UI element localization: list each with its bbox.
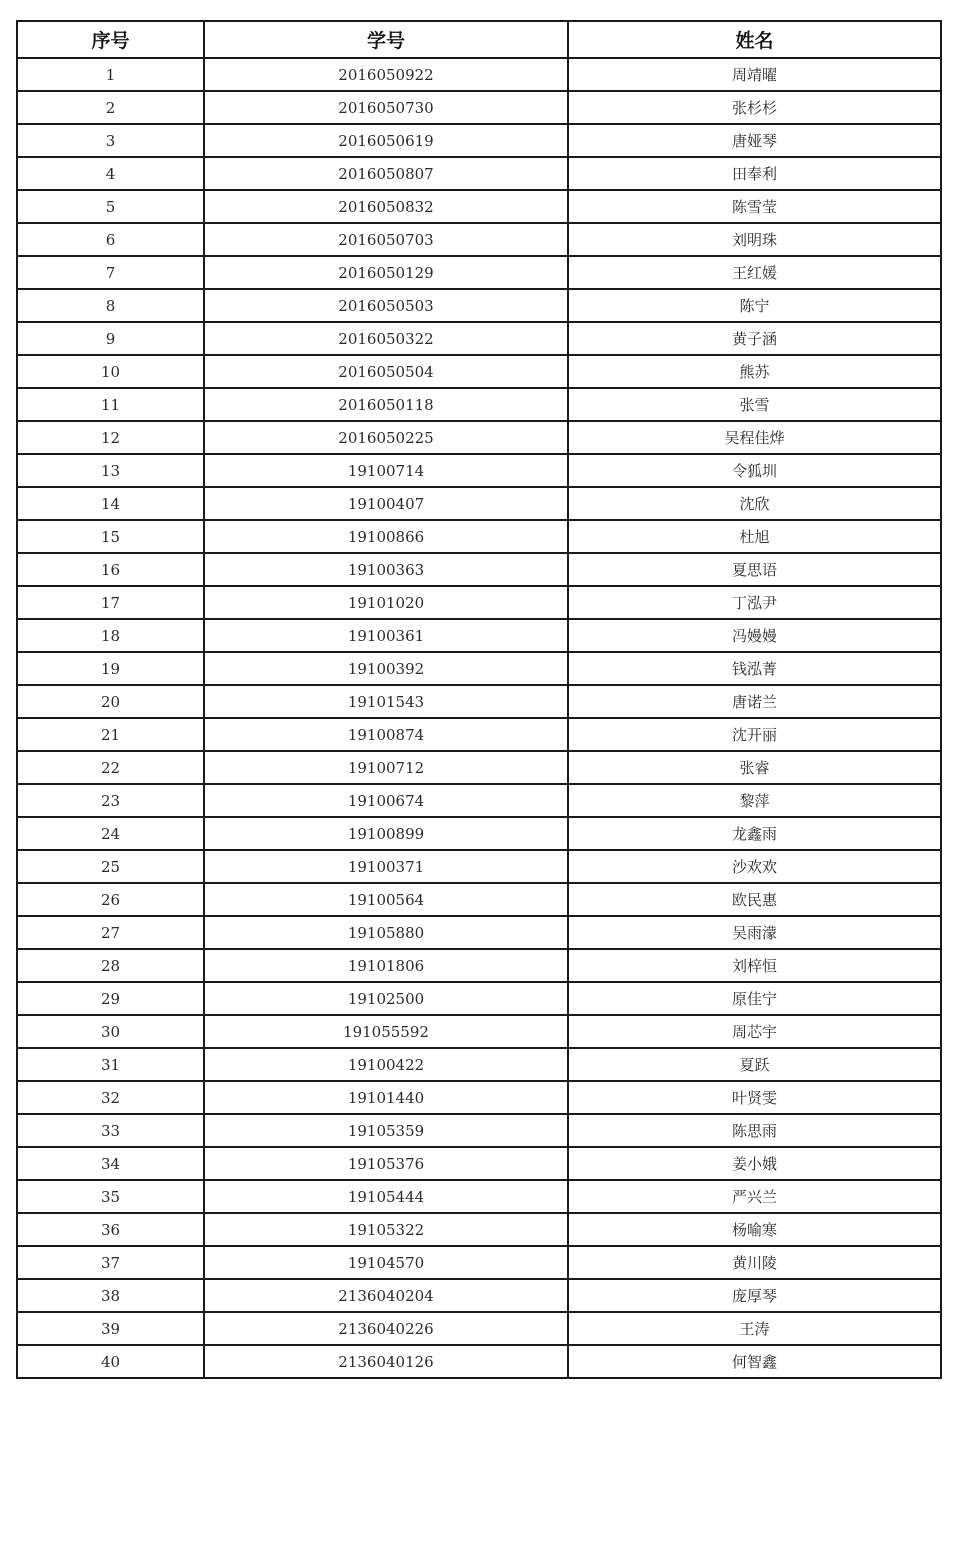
- table-row: [17, 58, 941, 91]
- cell-student-id: 19100674: [204, 784, 568, 817]
- cell-name: 陈思雨: [568, 1114, 941, 1147]
- cell-name: 庞厚琴: [568, 1279, 941, 1312]
- cell-student-id: 2136040204: [204, 1279, 568, 1312]
- table-row: [17, 916, 941, 949]
- cell-name: 杜旭: [568, 520, 941, 553]
- cell-serial-number: 9: [17, 322, 204, 355]
- cell-serial-number: 6: [17, 223, 204, 256]
- cell-student-id: 191055592: [204, 1015, 568, 1048]
- table-row: [17, 520, 941, 553]
- cell-student-id: 2016050807: [204, 157, 568, 190]
- table-row: [17, 751, 941, 784]
- cell-name: 钱泓菁: [568, 652, 941, 685]
- cell-name: 黎萍: [568, 784, 941, 817]
- table-row: [17, 982, 941, 1015]
- cell-name: 沙欢欢: [568, 850, 941, 883]
- cell-student-id: 19100712: [204, 751, 568, 784]
- cell-serial-number: 37: [17, 1246, 204, 1279]
- cell-name: 叶贤雯: [568, 1081, 941, 1114]
- cell-student-id: 19105444: [204, 1180, 568, 1213]
- table-row: [17, 1180, 941, 1213]
- cell-serial-number: 1: [17, 58, 204, 91]
- cell-name: 冯嫚嫚: [568, 619, 941, 652]
- cell-name: 刘梓恒: [568, 949, 941, 982]
- table-row: [17, 487, 941, 520]
- cell-student-id: 19100564: [204, 883, 568, 916]
- table-row: [17, 1147, 941, 1180]
- cell-student-id: 19105322: [204, 1213, 568, 1246]
- cell-name: 沈欣: [568, 487, 941, 520]
- cell-student-id: 2016050832: [204, 190, 568, 223]
- cell-student-id: 19100363: [204, 553, 568, 586]
- table-row: [17, 322, 941, 355]
- header-student-id: 学号: [204, 21, 568, 58]
- cell-name: 杨喻寒: [568, 1213, 941, 1246]
- cell-serial-number: 21: [17, 718, 204, 751]
- table-row: [17, 421, 941, 454]
- cell-serial-number: 16: [17, 553, 204, 586]
- cell-serial-number: 35: [17, 1180, 204, 1213]
- table-row: [17, 850, 941, 883]
- table-row: [17, 1246, 941, 1279]
- cell-student-id: 2136040226: [204, 1312, 568, 1345]
- cell-serial-number: 40: [17, 1345, 204, 1378]
- table-row: [17, 685, 941, 718]
- cell-name: 严兴兰: [568, 1180, 941, 1213]
- cell-student-id: 2016050129: [204, 256, 568, 289]
- cell-student-id: 2016050619: [204, 124, 568, 157]
- table-row: [17, 1114, 941, 1147]
- cell-serial-number: 2: [17, 91, 204, 124]
- student-roster-table: [16, 20, 942, 1379]
- cell-name: 张杉杉: [568, 91, 941, 124]
- cell-serial-number: 19: [17, 652, 204, 685]
- table-row: [17, 619, 941, 652]
- cell-name: 陈宁: [568, 289, 941, 322]
- cell-student-id: 19101440: [204, 1081, 568, 1114]
- cell-name: 原佳宁: [568, 982, 941, 1015]
- cell-name: 王涛: [568, 1312, 941, 1345]
- cell-name: 周芯宇: [568, 1015, 941, 1048]
- table-row: [17, 1048, 941, 1081]
- cell-serial-number: 33: [17, 1114, 204, 1147]
- cell-student-id: 19100874: [204, 718, 568, 751]
- cell-name: 夏跃: [568, 1048, 941, 1081]
- cell-name: 吴雨濛: [568, 916, 941, 949]
- cell-serial-number: 29: [17, 982, 204, 1015]
- cell-serial-number: 4: [17, 157, 204, 190]
- table-row: [17, 1213, 941, 1246]
- table-row: [17, 883, 941, 916]
- cell-student-id: 19100371: [204, 850, 568, 883]
- table-row: [17, 586, 941, 619]
- table-row: [17, 949, 941, 982]
- cell-name: 熊苏: [568, 355, 941, 388]
- table-row: [17, 388, 941, 421]
- cell-serial-number: 7: [17, 256, 204, 289]
- cell-serial-number: 39: [17, 1312, 204, 1345]
- table-row: [17, 553, 941, 586]
- cell-student-id: 19100899: [204, 817, 568, 850]
- cell-serial-number: 5: [17, 190, 204, 223]
- table-row: [17, 256, 941, 289]
- cell-serial-number: 30: [17, 1015, 204, 1048]
- cell-serial-number: 27: [17, 916, 204, 949]
- table-row: [17, 718, 941, 751]
- cell-student-id: 19105376: [204, 1147, 568, 1180]
- table-header: [17, 21, 941, 58]
- cell-student-id: 2136040126: [204, 1345, 568, 1378]
- cell-name: 张雪: [568, 388, 941, 421]
- cell-serial-number: 25: [17, 850, 204, 883]
- cell-serial-number: 24: [17, 817, 204, 850]
- cell-name: 刘明珠: [568, 223, 941, 256]
- cell-name: 王红媛: [568, 256, 941, 289]
- cell-name: 周靖曜: [568, 58, 941, 91]
- table-row: [17, 91, 941, 124]
- table-row: [17, 223, 941, 256]
- table-row: [17, 355, 941, 388]
- cell-student-id: 19105880: [204, 916, 568, 949]
- cell-name: 黄子涵: [568, 322, 941, 355]
- cell-name: 吴程佳烨: [568, 421, 941, 454]
- cell-name: 夏思语: [568, 553, 941, 586]
- cell-name: 欧民惠: [568, 883, 941, 916]
- cell-student-id: 2016050504: [204, 355, 568, 388]
- header-row: [17, 21, 941, 58]
- cell-student-id: 19105359: [204, 1114, 568, 1147]
- cell-name: 沈开丽: [568, 718, 941, 751]
- cell-serial-number: 10: [17, 355, 204, 388]
- cell-serial-number: 11: [17, 388, 204, 421]
- cell-student-id: 2016050703: [204, 223, 568, 256]
- cell-serial-number: 26: [17, 883, 204, 916]
- cell-name: 龙鑫雨: [568, 817, 941, 850]
- cell-student-id: 19100422: [204, 1048, 568, 1081]
- cell-serial-number: 18: [17, 619, 204, 652]
- cell-serial-number: 13: [17, 454, 204, 487]
- cell-serial-number: 32: [17, 1081, 204, 1114]
- table-row: [17, 1279, 941, 1312]
- table-row: [17, 454, 941, 487]
- cell-name: 丁泓尹: [568, 586, 941, 619]
- cell-student-id: 19100407: [204, 487, 568, 520]
- cell-serial-number: 20: [17, 685, 204, 718]
- header-name: 姓名: [568, 21, 941, 58]
- cell-name: 何智鑫: [568, 1345, 941, 1378]
- cell-serial-number: 38: [17, 1279, 204, 1312]
- cell-serial-number: 15: [17, 520, 204, 553]
- table-row: [17, 190, 941, 223]
- table-row: [17, 784, 941, 817]
- cell-name: 田奉利: [568, 157, 941, 190]
- cell-serial-number: 17: [17, 586, 204, 619]
- cell-serial-number: 14: [17, 487, 204, 520]
- cell-student-id: 2016050503: [204, 289, 568, 322]
- table-row: [17, 157, 941, 190]
- cell-serial-number: 8: [17, 289, 204, 322]
- cell-serial-number: 22: [17, 751, 204, 784]
- cell-name: 姜小娥: [568, 1147, 941, 1180]
- cell-student-id: 19101806: [204, 949, 568, 982]
- cell-student-id: 2016050322: [204, 322, 568, 355]
- cell-serial-number: 3: [17, 124, 204, 157]
- cell-student-id: 19100392: [204, 652, 568, 685]
- table-row: [17, 817, 941, 850]
- cell-student-id: 2016050118: [204, 388, 568, 421]
- cell-name: 唐娅琴: [568, 124, 941, 157]
- cell-serial-number: 23: [17, 784, 204, 817]
- table-row: [17, 652, 941, 685]
- table-row: [17, 1081, 941, 1114]
- cell-serial-number: 28: [17, 949, 204, 982]
- cell-student-id: 2016050922: [204, 58, 568, 91]
- cell-student-id: 19102500: [204, 982, 568, 1015]
- cell-student-id: 19101543: [204, 685, 568, 718]
- cell-student-id: 19100361: [204, 619, 568, 652]
- table-row: [17, 289, 941, 322]
- cell-serial-number: 12: [17, 421, 204, 454]
- cell-name: 黄川陵: [568, 1246, 941, 1279]
- table-row: [17, 1345, 941, 1378]
- cell-student-id: 2016050730: [204, 91, 568, 124]
- cell-name: 唐诺兰: [568, 685, 941, 718]
- cell-student-id: 19104570: [204, 1246, 568, 1279]
- table-row: [17, 1015, 941, 1048]
- cell-student-id: 19100714: [204, 454, 568, 487]
- table-body: [17, 58, 941, 1378]
- header-serial-number: 序号: [17, 21, 204, 58]
- cell-name: 令狐圳: [568, 454, 941, 487]
- cell-student-id: 19100866: [204, 520, 568, 553]
- cell-serial-number: 31: [17, 1048, 204, 1081]
- cell-name: 张睿: [568, 751, 941, 784]
- cell-name: 陈雪莹: [568, 190, 941, 223]
- cell-serial-number: 36: [17, 1213, 204, 1246]
- cell-student-id: 2016050225: [204, 421, 568, 454]
- cell-serial-number: 34: [17, 1147, 204, 1180]
- table-row: [17, 1312, 941, 1345]
- cell-student-id: 19101020: [204, 586, 568, 619]
- table-row: [17, 124, 941, 157]
